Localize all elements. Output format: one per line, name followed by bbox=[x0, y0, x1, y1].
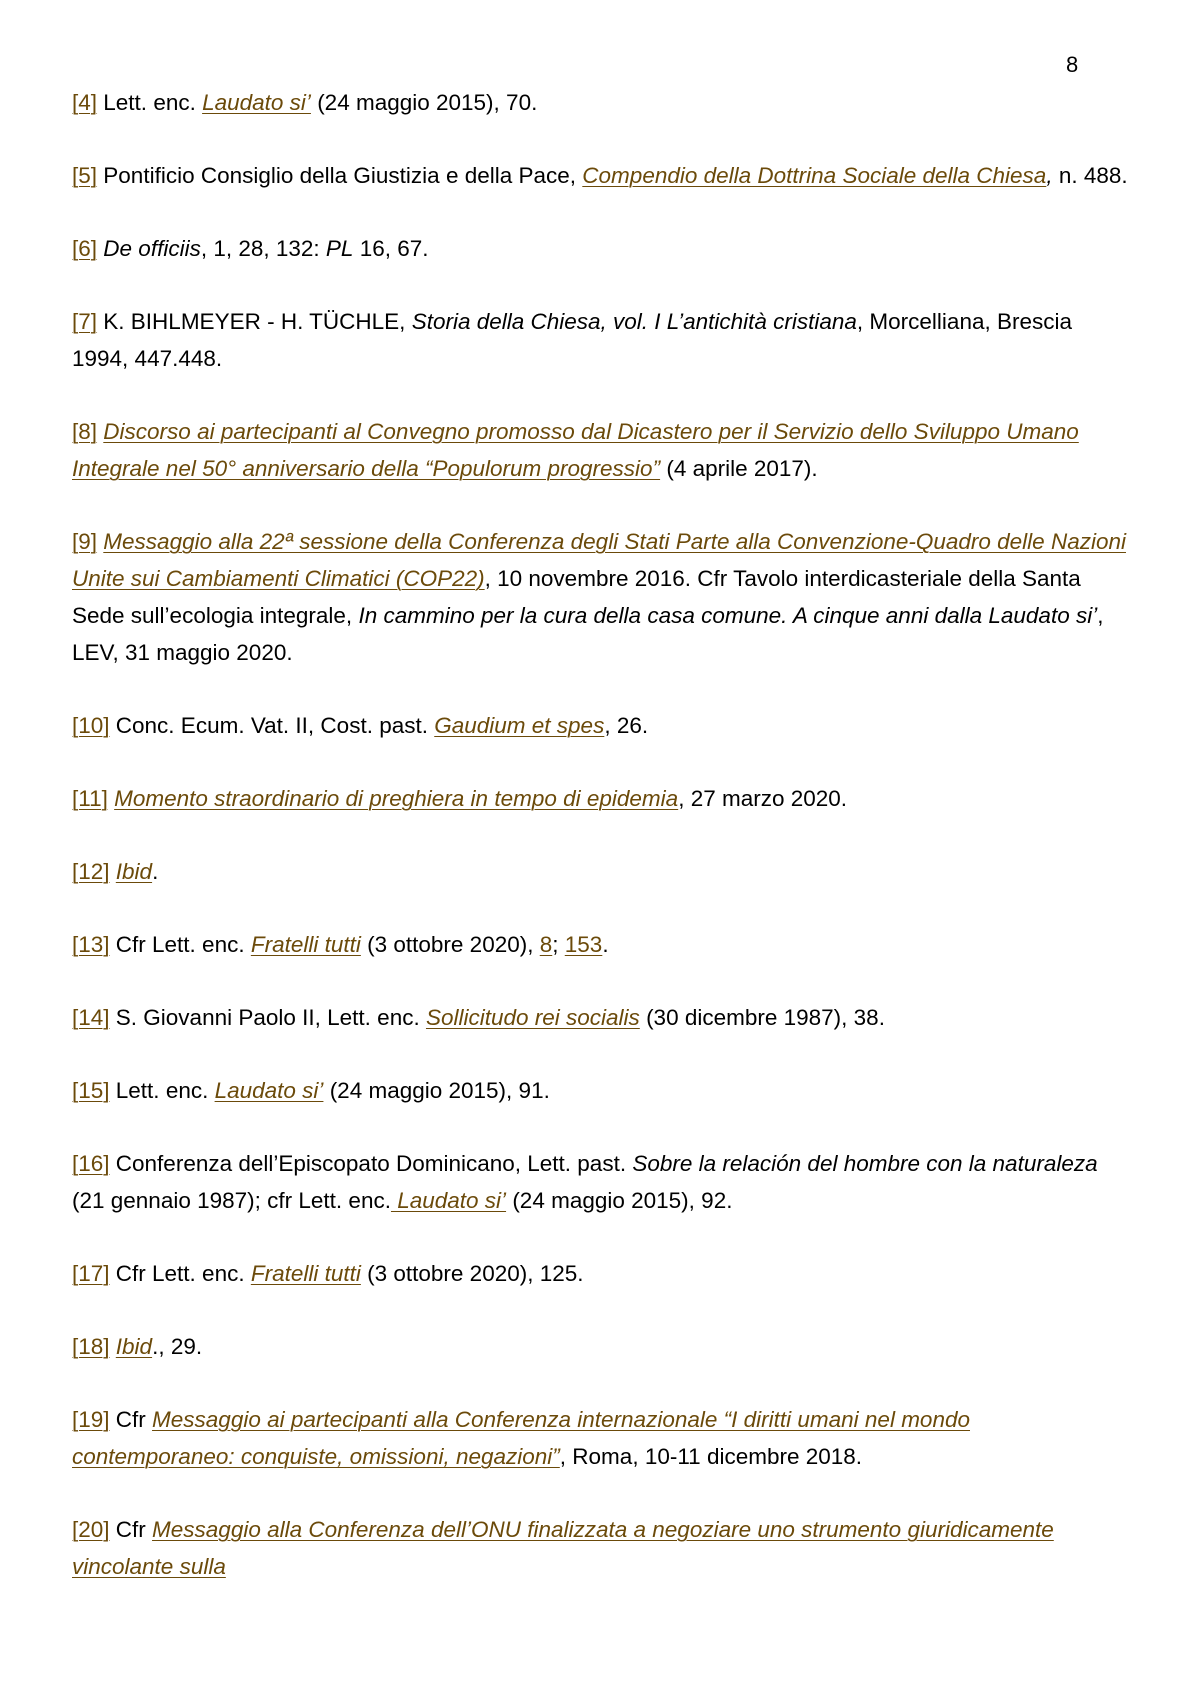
footnote bbox=[72, 84, 1132, 121]
footnote-text: Cfr bbox=[109, 1517, 153, 1542]
footnote-ref-link[interactable]: [5] bbox=[72, 163, 98, 188]
footnote-text: 16, 67. bbox=[353, 236, 429, 261]
italic-title: PL bbox=[325, 236, 354, 261]
footnote-text: , 26. bbox=[604, 713, 649, 738]
italic-title: Sobre la relación del hombre con la naturaleza bbox=[632, 1151, 1098, 1176]
footnote-text: Cfr bbox=[109, 1407, 153, 1432]
footnote-ref-link[interactable]: [15] bbox=[72, 1078, 110, 1103]
citation-link[interactable]: Fratelli tutti bbox=[250, 1261, 361, 1286]
footnote-text: Conc. Ecum. Vat. II, Cost. past. bbox=[109, 713, 435, 738]
citation-link[interactable]: Sollicitudo rei socialis bbox=[425, 1005, 640, 1030]
footnote-text: Cfr Lett. enc. bbox=[109, 932, 251, 957]
footnote bbox=[72, 1401, 1132, 1475]
footnote-ref-link[interactable]: [13] bbox=[72, 932, 110, 957]
footnote-ref-link[interactable]: [19] bbox=[72, 1407, 110, 1432]
footnote-text: , Morcelliana, Brescia 1994, 447.448. bbox=[72, 309, 1073, 371]
footnote-text: Conferenza dell’Episcopato Dominicano, Lett. past. bbox=[109, 1151, 633, 1176]
footnote-text: (24 maggio 2015), 91. bbox=[323, 1078, 550, 1103]
footnote bbox=[72, 707, 1132, 744]
citation-link[interactable]: Momento straordinario di preghiera in tempo di epidemia bbox=[114, 786, 679, 811]
footnote-text: , 27 marzo 2020. bbox=[678, 786, 848, 811]
citation-link[interactable]: Ibid bbox=[115, 859, 153, 884]
citation-link[interactable]: Messaggio alla Conferenza dell’ONU finalizzata a negoziare uno strumento giuridicamente vincolante sulla bbox=[72, 1517, 1054, 1579]
footnotes-list bbox=[72, 84, 1132, 1621]
citation-link[interactable]: Discorso ai partecipanti al Convegno promosso dal Dicastero per il Servizio dello Sviluppo Umano Integrale nel 50° anniversario della “Populorum progressio” bbox=[72, 419, 1079, 481]
footnote-text: (30 dicembre 1987), 38. bbox=[639, 1005, 885, 1030]
footnote-text: , Roma, 10-11 dicembre 2018. bbox=[559, 1444, 863, 1469]
footnote-ref-link[interactable]: [12] bbox=[72, 859, 110, 884]
footnote-text: (24 maggio 2015), 70. bbox=[310, 90, 538, 115]
footnote-ref-link[interactable]: [9] bbox=[72, 529, 98, 554]
paragraph-link[interactable]: 8 bbox=[539, 932, 553, 957]
citation-link[interactable]: Ibid bbox=[115, 1334, 153, 1359]
footnote-ref-link[interactable]: [10] bbox=[72, 713, 110, 738]
footnote-text: n. 488. bbox=[1052, 163, 1128, 188]
footnote-text: ., 29. bbox=[152, 1334, 203, 1359]
footnote-ref-link[interactable]: [7] bbox=[72, 309, 98, 334]
footnote bbox=[72, 157, 1132, 194]
footnote-text: (21 gennaio 1987); cfr Lett. enc. bbox=[72, 1188, 391, 1213]
footnote-ref-link[interactable]: [11] bbox=[72, 786, 108, 811]
footnote-text: ; bbox=[552, 932, 565, 957]
paragraph-link[interactable]: 153 bbox=[564, 932, 603, 957]
page-number: 8 bbox=[1066, 52, 1079, 77]
footnote-text: (4 aprile 2017). bbox=[660, 456, 818, 481]
footnote bbox=[72, 1072, 1132, 1109]
footnote bbox=[72, 1328, 1132, 1365]
italic-title: De officiis bbox=[103, 236, 201, 261]
italic-title: Storia della Chiesa, vol. I L’antichità cristiana bbox=[411, 309, 857, 334]
footnote-ref-link[interactable]: [4] bbox=[72, 90, 98, 115]
italic-title: In cammino per la cura della casa comune. A cinque anni dalla Laudato si’ bbox=[358, 603, 1098, 628]
footnote-text: S. Giovanni Paolo II, Lett. enc. bbox=[109, 1005, 426, 1030]
footnote-text: . bbox=[602, 932, 609, 957]
footnote-text: (3 ottobre 2020), bbox=[360, 932, 540, 957]
citation-link[interactable]: Compendio della Dottrina Sociale della Chiesa bbox=[582, 163, 1047, 188]
footnote-text: , 10 novembre 2016. Cfr Tavolo interdicasteriale della Santa Sede sull’ecologia integrale, bbox=[72, 566, 1081, 628]
footnote bbox=[72, 1255, 1132, 1292]
citation-link[interactable]: Fratelli tutti bbox=[250, 932, 361, 957]
citation-link[interactable]: Laudato si’ bbox=[202, 90, 311, 115]
footnote-text: (3 ottobre 2020), 125. bbox=[360, 1261, 584, 1286]
footnote-ref-link[interactable]: [6] bbox=[72, 236, 98, 261]
footnote bbox=[72, 303, 1132, 377]
footnote bbox=[72, 853, 1132, 890]
footnote-text: , 1, 28, 132: bbox=[200, 236, 326, 261]
footnote-ref-link[interactable]: [20] bbox=[72, 1517, 110, 1542]
footnote bbox=[72, 1511, 1132, 1585]
footnote bbox=[72, 926, 1132, 963]
footnote-text: K. BIHLMEYER - H. TÜCHLE, bbox=[97, 309, 412, 334]
footnote bbox=[72, 780, 1132, 817]
footnote-ref-link[interactable]: [17] bbox=[72, 1261, 110, 1286]
footnote-ref-link[interactable]: [14] bbox=[72, 1005, 110, 1030]
footnote-ref-link[interactable]: [8] bbox=[72, 419, 98, 444]
citation-link[interactable]: Laudato si’ bbox=[214, 1078, 324, 1103]
footnote bbox=[72, 1145, 1132, 1219]
footnote-text: . bbox=[152, 859, 159, 884]
footnote-text: Lett. enc. bbox=[109, 1078, 215, 1103]
footnote bbox=[72, 230, 1132, 267]
footnote-ref-link[interactable]: [18] bbox=[72, 1334, 110, 1359]
footnote-text: Pontificio Consiglio della Giustizia e della Pace, bbox=[97, 163, 583, 188]
citation-link[interactable]: Messaggio ai partecipanti alla Conferenza internazionale “I diritti umani nel mondo contemporaneo: conquiste, omissioni, negazioni” bbox=[72, 1407, 970, 1469]
citation-link[interactable]: Laudato si’ bbox=[390, 1188, 507, 1213]
footnote bbox=[72, 413, 1132, 487]
footnote bbox=[72, 999, 1132, 1036]
footnote-text: Cfr Lett. enc. bbox=[109, 1261, 251, 1286]
footnote-text: , LEV, 31 maggio 2020. bbox=[72, 603, 1104, 665]
footnote-text: (24 maggio 2015), 92. bbox=[506, 1188, 733, 1213]
citation-link[interactable]: Messaggio alla 22ª sessione della Conferenza degli Stati Parte alla Convenzione-Quadro delle Nazioni Unite sui Cambiamenti Climatici (COP22) bbox=[72, 529, 1126, 591]
footnote bbox=[72, 523, 1132, 671]
italic-title: , bbox=[1046, 163, 1053, 188]
footnote-text: Lett. enc. bbox=[97, 90, 203, 115]
citation-link[interactable]: Gaudium et spes bbox=[434, 713, 605, 738]
footnote-ref-link[interactable]: [16] bbox=[72, 1151, 110, 1176]
